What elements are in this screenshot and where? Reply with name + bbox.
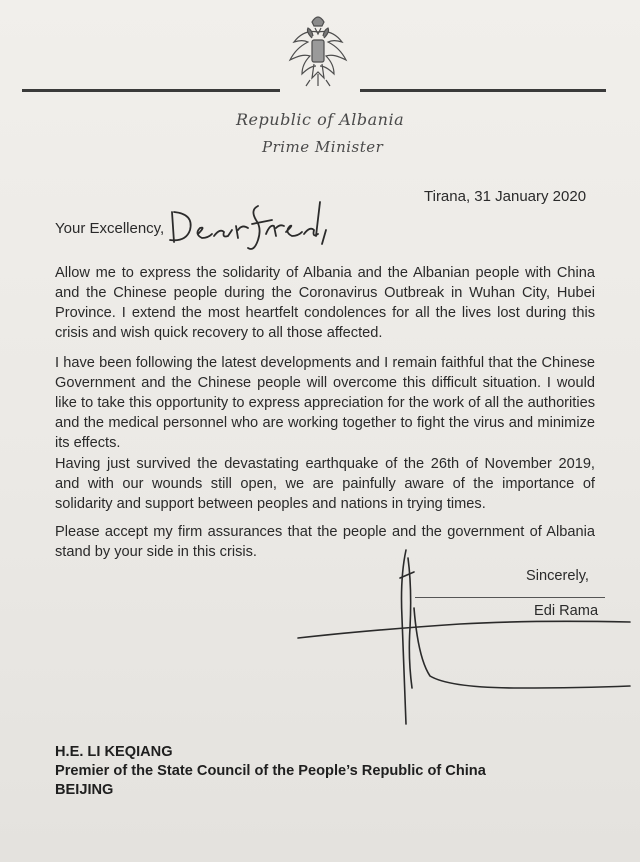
body-paragraph-1: Allow me to express the solidarity of Albania and the Albanian people with China and the Chinese people during the Coronavirus Outbreak in Wuhan City, Hubei Province. I extend the most heartfelt condolences for all the lives lost during this crisis and wish quick recovery to all those affected.: [55, 265, 595, 341]
double-headed-eagle-emblem-icon: [282, 8, 354, 90]
body-paragraph-2: I have been following the latest developments and I remain faithful that the Chinese Government and the Chinese people will overcome this difficult situation. I would like to take this opportunity to express appreciation for the work of all the authorities and the medical personnel who are working together to fight the virus and minimize its effects.: [55, 355, 595, 451]
letterhead-rule-left: [22, 89, 280, 92]
handwritten-signature: [290, 548, 640, 733]
recipient-title: Premier of the State Council of the People’s Republic of China: [55, 763, 486, 779]
recipient-city: BEIJING: [55, 782, 114, 798]
body-paragraph-3: Having just survived the devastating earthquake of the 26th of November 2019, and with our wounds still open, we are painfully aware of the importance of solidarity and support between peoples and nations in trying times.: [55, 456, 595, 512]
letterhead-country: Republic of Albania: [236, 110, 405, 129]
recipient-name: H.E. LI KEQIANG: [55, 744, 173, 760]
letter-date: Tirana, 31 January 2020: [424, 188, 587, 205]
handwritten-salutation: [162, 196, 332, 256]
letterhead-office: Prime Minister: [262, 138, 384, 156]
salutation: Your Excellency,: [55, 220, 165, 237]
signer-name: Edi Rama: [534, 603, 599, 619]
closing: Sincerely,: [526, 568, 589, 584]
body-paragraph-4: Please accept my firm assurances that the people and the government of Albania stand by your side in this crisis.: [55, 524, 595, 560]
letterhead-rule-right: [360, 89, 606, 92]
